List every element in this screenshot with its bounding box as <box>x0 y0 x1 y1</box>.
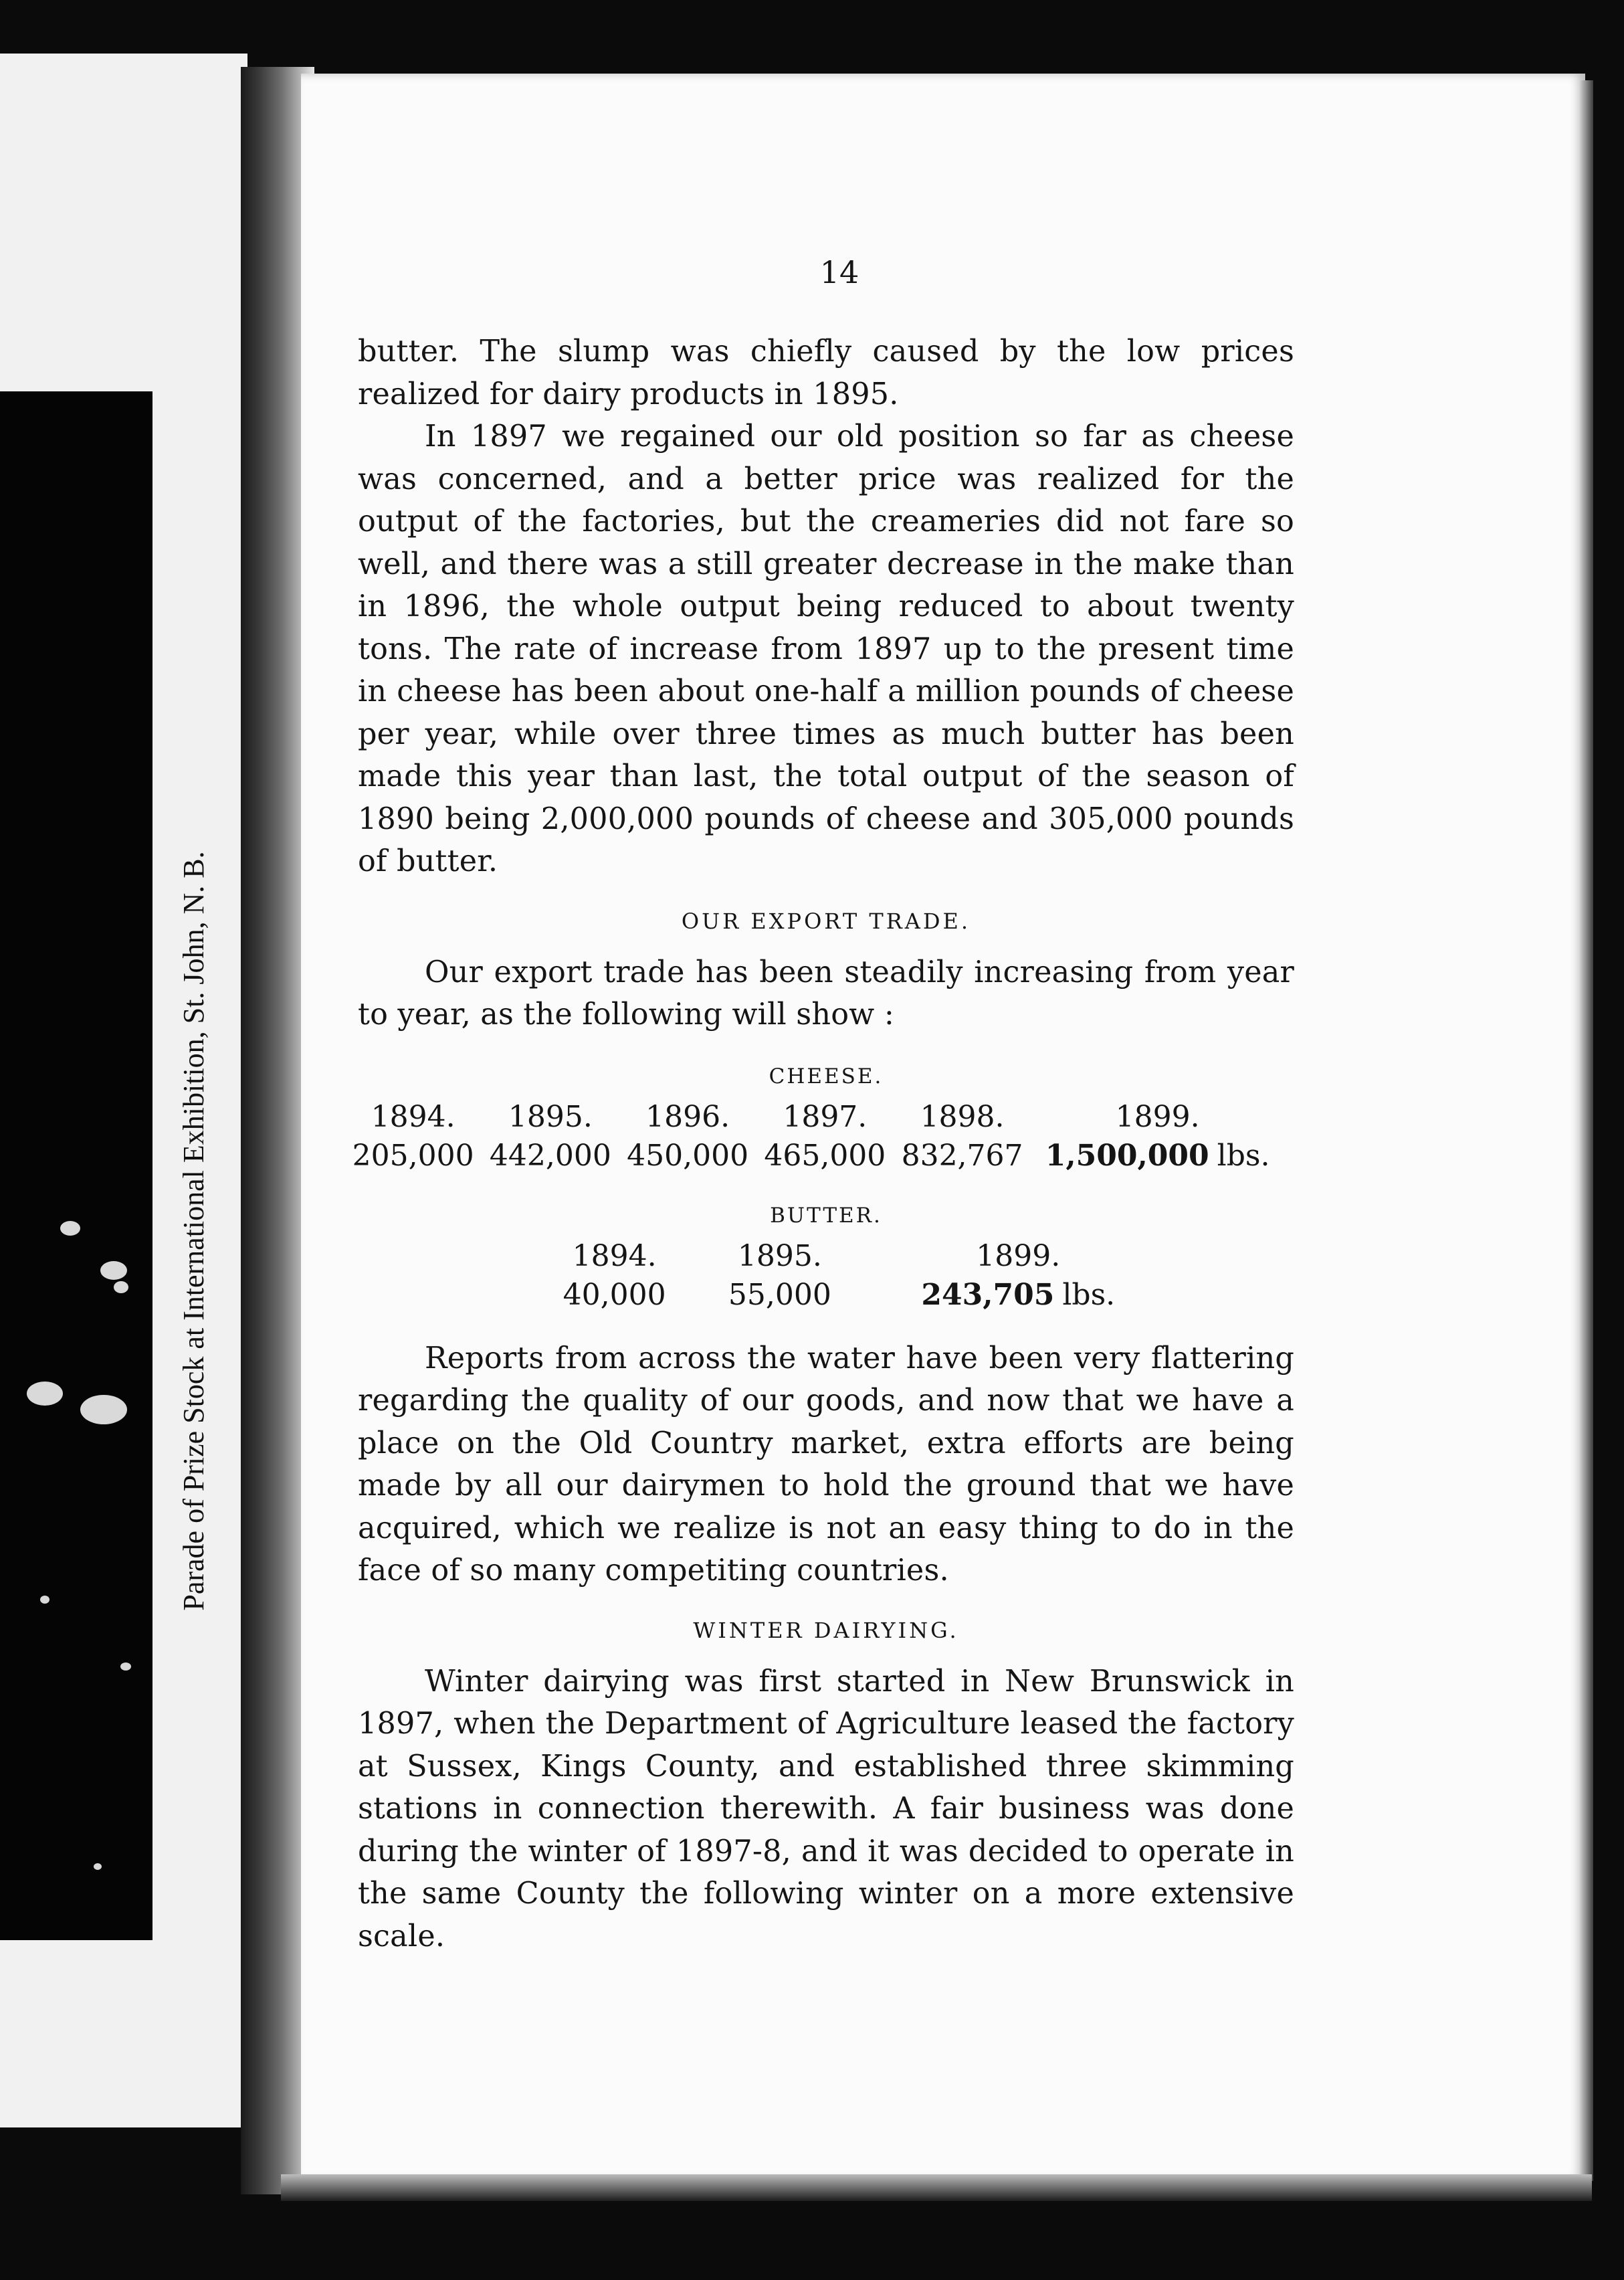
butter-table-caption: BUTTER. <box>770 1203 882 1228</box>
cheese-value-total-cell <box>1031 1137 1284 1175</box>
butter-years-row <box>532 1237 1174 1276</box>
cheese-values-row <box>344 1137 1284 1175</box>
photo-speck <box>27 1382 63 1406</box>
cheese-export-table <box>344 1098 1284 1175</box>
photo-speck <box>60 1221 80 1236</box>
butter-export-table <box>532 1237 1174 1315</box>
cheese-year: 1895. <box>508 1099 593 1134</box>
cheese-value: 1,500,000 <box>1045 1138 1209 1173</box>
cheese-year: 1894. <box>371 1099 455 1134</box>
cheese-year: 1896. <box>645 1099 730 1134</box>
cheese-years-row <box>344 1098 1284 1137</box>
butter-value: 55,000 <box>728 1277 831 1312</box>
butter-value: 243,705 <box>921 1277 1055 1312</box>
cheese-table-caption: CHEESE. <box>769 1064 884 1088</box>
paragraph-reports: Reports from across the water have been very flattering regarding the quality of our goods, and now that we have a place on the Old Country market, extra efforts are being made by all our dairymen to hold the ground that we have acquired, which we realize is not an easy thing to do in the face of so many competiting countries. <box>358 1341 1294 1588</box>
cheese-value: 832,767 <box>901 1138 1023 1173</box>
photo-speck <box>94 1863 102 1870</box>
cheese-unit: lbs. <box>1217 1138 1270 1173</box>
cheese-value: 442,000 <box>489 1138 611 1173</box>
cheese-value: 450,000 <box>627 1138 749 1173</box>
paragraph-winter-dairying: Winter dairying was first started in New Brunswick in 1897, when the Department of Agriculture leased the factory at Sussex, Kings County, and established three skimming stations in connection therewith. A fair business was done during the winter of 1897-8, and it was decided to operate in the same County the following winter on a more extensive scale. <box>358 1664 1294 1954</box>
photo-plate <box>0 391 153 1940</box>
heading-winter-dairying: WINTER DAIRYING. <box>693 1617 959 1643</box>
page-number: 14 <box>819 254 859 290</box>
butter-unit: lbs. <box>1062 1277 1116 1312</box>
photo-speck <box>100 1261 127 1280</box>
page-text-block <box>352 254 1294 1958</box>
cheese-value: 205,000 <box>352 1138 474 1173</box>
page-bottom-edge <box>281 2174 1592 2201</box>
paragraph-butter-slump: butter. The slump was chiefly caused by the low prices realized for dairy products in 1895. <box>358 335 1294 411</box>
photo-speck <box>120 1662 131 1671</box>
butter-value: 40,000 <box>563 1277 666 1312</box>
butter-year: 1894. <box>572 1238 657 1273</box>
butter-year: 1899. <box>976 1238 1061 1273</box>
butter-value-total-cell <box>863 1276 1174 1315</box>
cheese-year: 1898. <box>920 1099 1005 1134</box>
cheese-year: 1897. <box>783 1099 868 1134</box>
cheese-year: 1899. <box>1115 1099 1200 1134</box>
butter-values-row <box>532 1276 1174 1315</box>
page-right-edge <box>1580 80 1593 2181</box>
photo-speck <box>80 1395 127 1424</box>
photo-caption: Parade of Prize Stock at International Exhibition, St. John, N. B. <box>177 851 210 1611</box>
paragraph-export-trade: Our export trade has been steadily increasing from year to year, as the following will show : <box>358 955 1294 1032</box>
cheese-value: 465,000 <box>764 1138 886 1173</box>
photo-speck <box>40 1596 49 1604</box>
paragraph-1897-position: In 1897 we regained our old position so far as cheese was concerned, and a better price was realized for the output of the factories, but the creameries did not fare so well, and there was a still greater decrease in the make than in 1896, the whole output being reduced to about twenty tons. The rate of increase from 1897 up to the present time in cheese has been about one-half a million pounds of cheese per year, while over three times as much butter has been made this year than last, the total output of the season of 1890 being 2,000,000 pounds of cheese and 305,000 pounds of butter. <box>358 419 1294 878</box>
heading-export-trade: OUR EXPORT TRADE. <box>681 908 971 934</box>
photo-speck <box>114 1281 128 1293</box>
butter-year: 1895. <box>737 1238 822 1273</box>
